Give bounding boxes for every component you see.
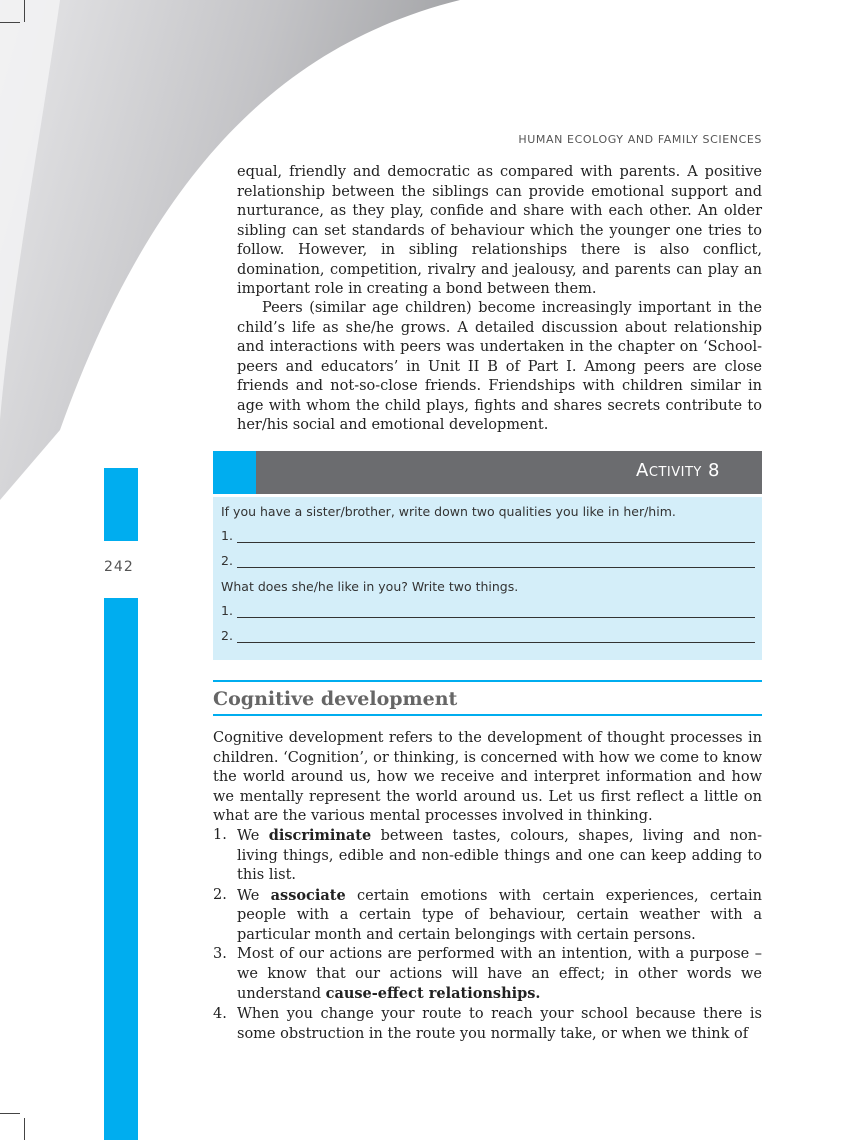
- activity-accent-square: [213, 451, 256, 494]
- list-item: 3. Most of our actions are performed with an intention, with a purpose – we know that our actions will have an effect; in other words we understand cause-effect relationships.: [213, 946, 762, 1002]
- answer-line-1[interactable]: [221, 528, 755, 544]
- crop-mark: [24, 0, 25, 22]
- answer-line-2[interactable]: [221, 553, 755, 569]
- paragraph-cognition: Cognitive development refers to the development of thought processes in children. ‘Cognition’, or thinking, is concerned with how we come to know the world around us, how we receive and interpret information and how we mentally represent the world around us. Let us first reflect a little on what are the various mental processes involved in thinking.: [213, 730, 762, 824]
- answer-number: 2.: [221, 628, 233, 643]
- list-item: 1. We discriminate between tastes, colours, shapes, living and non-living things, edible and non-edible things and one can keep adding to this list.: [213, 827, 762, 883]
- activity-title: Activity 8: [636, 460, 720, 481]
- answer-line-3[interactable]: [221, 603, 755, 619]
- answer-number: 1.: [221, 528, 233, 543]
- section-title: Cognitive development: [213, 688, 458, 710]
- paragraph-peers: Peers (similar age children) become increasingly important in the child’s life as she/he grows. A detailed discussion about relationship and interactions with peers was undertaken in the chapter on ‘School-peers and educators’ in Unit II B of Part I. Among peers are close friends and not-so-close friends. Friendships with children similar in age with whom the child plays, fights and shares secrets contribute to her/his social and emotional development.: [237, 300, 762, 433]
- activity-question-1: If you have a sister/brother, write down two qualities you like in her/him.: [221, 504, 676, 519]
- activity-box: [213, 497, 762, 660]
- crop-mark: [0, 22, 20, 23]
- activity-header: [213, 451, 762, 494]
- answer-number: 1.: [221, 603, 233, 618]
- activity-question-2: What does she/he like in you? Write two things.: [221, 579, 519, 594]
- list-item: 2. We associate certain emotions with certain experiences, certain people with a certain type of behaviour, certain weather with a particular month and certain belongings with certain persons.: [213, 886, 762, 943]
- answer-line-4[interactable]: [221, 628, 755, 644]
- margin-bar-bottom: [104, 598, 138, 1140]
- section-rule-bottom: [213, 714, 762, 716]
- section-rule-top: [213, 680, 762, 682]
- crop-mark: [24, 1118, 25, 1140]
- page-number: 242: [104, 559, 134, 575]
- crop-mark: [0, 1113, 20, 1114]
- running-header: HUMAN ECOLOGY AND FAMILY SCIENCES: [518, 133, 762, 146]
- answer-number: 2.: [221, 553, 233, 568]
- paragraph-siblings: equal, friendly and democratic as compared with parents. A positive relationship between the siblings can provide emotional support and nurturance, as they play, confide and share with each other. An older sibling can set standards of behaviour which the younger one tries to follow. However, in sibling relationships there is also conflict, domination, competition, rivalry and jealousy, and parents can play an important role in creating a bond between them.: [237, 164, 762, 297]
- margin-bar-top: [104, 468, 138, 541]
- thinking-process-list: [213, 826, 762, 1045]
- list-item: 4. When you change your route to reach your school because there is some obstruction in the route you normally take, or when we think of: [213, 1005, 762, 1042]
